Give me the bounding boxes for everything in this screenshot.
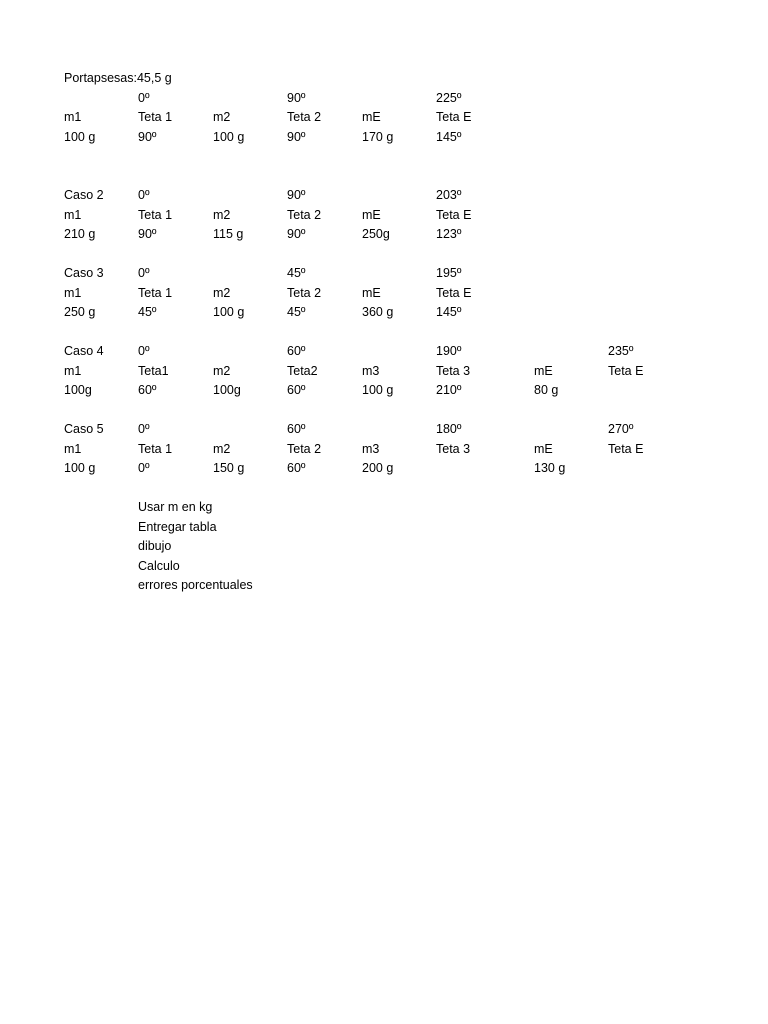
caso4-value-teta1[interactable]: 60º: [138, 383, 157, 397]
caso3-value-teta1[interactable]: 45º: [138, 305, 157, 319]
caso1-label-m2[interactable]: m2: [213, 110, 231, 124]
header-row: [64, 69, 754, 89]
caso1-label-m1[interactable]: m1: [64, 110, 82, 124]
caso5-name[interactable]: Caso 5: [64, 422, 104, 436]
caso4-labels-row: [64, 362, 754, 382]
caso5-label-teta1[interactable]: Teta 1: [138, 441, 173, 456]
caso4-name[interactable]: Caso 4: [64, 344, 104, 358]
caso3-label-m2[interactable]: m2: [213, 285, 231, 300]
caso1-value-tetae[interactable]: 145º: [436, 129, 462, 144]
note-row: [64, 518, 754, 538]
caso5-value-teta1[interactable]: 0º: [138, 461, 150, 475]
caso3-label-m1[interactable]: m1: [64, 285, 82, 300]
caso3-angles-row: [64, 264, 754, 284]
note-row: [64, 576, 754, 596]
caso4-value-m1[interactable]: 100g: [64, 383, 92, 397]
caso4-value-teta2[interactable]: 60º: [287, 383, 306, 397]
caso5-labels-row: [64, 440, 754, 460]
caso2-value-m1[interactable]: 210 g: [64, 227, 96, 241]
caso3-angle-e[interactable]: 195º: [436, 266, 462, 280]
spacer: [64, 147, 754, 186]
portapesas-cell[interactable]: Portapsesas:45,5 g: [64, 71, 172, 85]
caso3-label-me[interactable]: mE: [362, 285, 381, 300]
caso4-angle-e[interactable]: 235º: [608, 344, 634, 358]
caso5-label-teta2[interactable]: Teta 2: [287, 441, 322, 456]
caso5-value-m1[interactable]: 100 g: [64, 461, 96, 475]
caso1-labels-row: [64, 108, 754, 128]
note-usar-kg[interactable]: Usar m en kg: [138, 500, 213, 514]
caso5-value-m2[interactable]: 150 g: [213, 461, 245, 475]
caso2-label-teta2[interactable]: Teta 2: [287, 207, 322, 222]
spacer: [64, 245, 754, 265]
caso2-label-me[interactable]: mE: [362, 207, 381, 222]
caso5-angle-2[interactable]: 60º: [287, 422, 306, 436]
caso2-labels-row: [64, 206, 754, 226]
caso4-angles-row: [64, 342, 754, 362]
caso2-value-teta1[interactable]: 90º: [138, 227, 157, 241]
caso2-name[interactable]: Caso 2: [64, 188, 104, 202]
caso4-angle-3[interactable]: 190º: [436, 344, 462, 358]
caso4-value-me[interactable]: 80 g: [534, 383, 559, 397]
caso5-angles-row: [64, 420, 754, 440]
note-calculo[interactable]: Calculo: [138, 558, 180, 573]
caso1-angles-row: [64, 89, 754, 109]
caso5-angle-1[interactable]: 0º: [138, 422, 150, 436]
caso1-values-row: [64, 128, 754, 148]
caso5-angle-e[interactable]: 270º: [608, 422, 634, 436]
caso1-value-me[interactable]: 170 g: [362, 129, 394, 144]
caso3-value-me[interactable]: 360 g: [362, 305, 394, 319]
caso3-label-teta2[interactable]: Teta 2: [287, 285, 322, 300]
caso3-label-tetae[interactable]: Teta E: [436, 285, 472, 300]
caso5-values-row: [64, 459, 754, 479]
note-dibujo[interactable]: dibujo: [138, 539, 172, 553]
caso4-label-tetae[interactable]: Teta E: [608, 363, 644, 378]
note-row: [64, 498, 754, 518]
caso3-value-tetae[interactable]: 145º: [436, 305, 462, 319]
caso4-value-teta3[interactable]: 210º: [436, 383, 462, 397]
caso3-angle-1[interactable]: 0º: [138, 266, 150, 280]
caso2-value-me[interactable]: 250g: [362, 227, 390, 241]
caso1-angle-1[interactable]: 0º: [138, 90, 150, 105]
caso5-value-me[interactable]: 130 g: [534, 461, 566, 475]
caso1-value-teta2[interactable]: 90º: [287, 129, 306, 144]
caso2-angles-row: [64, 186, 754, 206]
caso1-value-teta1[interactable]: 90º: [138, 129, 157, 144]
caso2-label-m2[interactable]: m2: [213, 207, 231, 222]
caso2-angle-1[interactable]: 0º: [138, 188, 150, 202]
caso5-angle-3[interactable]: 180º: [436, 422, 462, 436]
caso2-label-tetae[interactable]: Teta E: [436, 207, 472, 222]
caso5-label-tetae[interactable]: Teta E: [608, 441, 644, 456]
caso3-values-row: [64, 303, 754, 323]
caso2-label-teta1[interactable]: Teta 1: [138, 207, 173, 222]
caso5-value-teta2[interactable]: 60º: [287, 461, 306, 475]
caso2-label-m1[interactable]: m1: [64, 207, 82, 222]
caso1-value-m2[interactable]: 100 g: [213, 129, 245, 144]
note-row: [64, 557, 754, 577]
caso5-label-me[interactable]: mE: [534, 441, 553, 456]
caso3-value-m1[interactable]: 250 g: [64, 305, 96, 319]
caso1-label-teta2[interactable]: Teta 2: [287, 110, 322, 124]
spacer: [64, 401, 754, 421]
caso2-angle-e[interactable]: 203º: [436, 188, 462, 202]
caso1-label-me[interactable]: mE: [362, 110, 381, 124]
caso1-value-m1[interactable]: 100 g: [64, 129, 96, 144]
caso4-value-m3[interactable]: 100 g: [362, 383, 394, 397]
caso1-label-tetae[interactable]: Teta E: [436, 110, 472, 124]
spacer: [64, 323, 754, 343]
caso4-angle-2[interactable]: 60º: [287, 344, 306, 358]
caso4-label-m3[interactable]: m3: [362, 363, 380, 378]
caso5-label-m3[interactable]: m3: [362, 441, 380, 456]
caso2-values-row: [64, 225, 754, 245]
caso3-angle-2[interactable]: 45º: [287, 266, 306, 280]
caso4-label-m2[interactable]: m2: [213, 363, 231, 378]
caso2-angle-2[interactable]: 90º: [287, 188, 306, 202]
spreadsheet: [64, 69, 754, 596]
caso4-value-m2[interactable]: 100g: [213, 383, 241, 397]
caso3-value-m2[interactable]: 100 g: [213, 305, 245, 319]
caso3-value-teta2[interactable]: 45º: [287, 305, 306, 319]
caso4-label-m1[interactable]: m1: [64, 363, 82, 378]
caso3-name[interactable]: Caso 3: [64, 266, 104, 280]
caso4-label-teta3[interactable]: Teta 3: [436, 363, 471, 378]
caso2-value-teta2[interactable]: 90º: [287, 227, 306, 241]
caso1-angle-e[interactable]: 225º: [436, 90, 462, 105]
notes-block: [64, 498, 754, 596]
caso5-value-m3[interactable]: 200 g: [362, 461, 394, 475]
caso4-label-teta1[interactable]: Teta1: [138, 363, 169, 378]
caso2-value-m2[interactable]: 115 g: [213, 227, 244, 241]
caso2-value-tetae[interactable]: 123º: [436, 227, 462, 241]
caso1-label-teta1[interactable]: Teta 1: [138, 110, 173, 124]
note-errores[interactable]: errores porcentuales: [138, 578, 253, 592]
caso3-labels-row: [64, 284, 754, 304]
caso4-label-me[interactable]: mE: [534, 363, 553, 378]
caso4-label-teta2[interactable]: Teta2: [287, 363, 318, 378]
caso4-values-row: [64, 381, 754, 401]
caso5-label-m1[interactable]: m1: [64, 441, 82, 456]
caso3-label-teta1[interactable]: Teta 1: [138, 285, 173, 300]
caso1-angle-2[interactable]: 90º: [287, 90, 306, 105]
caso4-angle-1[interactable]: 0º: [138, 344, 150, 358]
caso5-label-m2[interactable]: m2: [213, 441, 231, 456]
caso5-label-teta3[interactable]: Teta 3: [436, 441, 471, 456]
note-row: [64, 537, 754, 557]
note-entregar-tabla[interactable]: Entregar tabla: [138, 519, 217, 534]
